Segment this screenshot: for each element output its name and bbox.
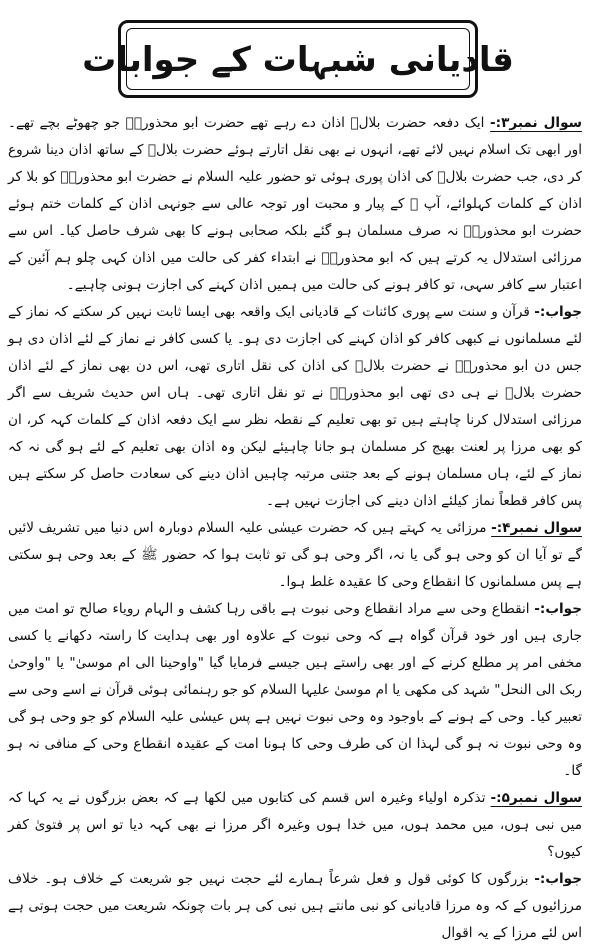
question-text: تذکرہ اولیاء وغیرہ اس قسم کی کتابوں میں لکھا ہے کہ بعض بزرگوں نے یہ کہا کہ میں نبی ہوں، میں محمد ہوں، میں خدا ہوں وغیرہ اگر مرزا نے بھی کہہ دیا تو اس پر فتویٰ کفر کیوں؟ xyxy=(8,790,582,860)
title-frame xyxy=(82,20,514,98)
page-title: قادیانی شبہات کے جوابات xyxy=(82,39,514,80)
answer-3 xyxy=(8,299,582,515)
answer-4 xyxy=(8,596,582,785)
article-body xyxy=(8,110,582,941)
question-text: مرزائی یہ کہتے ہیں کہ حضرت عیسٰی علیہ السلام دوبارہ اس دنیا میں تشریف لائیں گے تو آیا ان کو وحی ہو گی یا نہ، اگر وحی ہو گی تو ثابت ہوا کہ حضور ﷺ کے بعد وحی ہو سکتی ہے پس مسلمانوں کا انقطاع وحی کا عقیدہ غلط ہوا۔ xyxy=(8,520,582,590)
question-4 xyxy=(8,515,582,596)
answer-label: جواب:- xyxy=(534,304,582,320)
question-label: سوال نمبر۵:- xyxy=(490,790,582,806)
question-label: سوال نمبر۳:- xyxy=(490,115,582,131)
question-3 xyxy=(8,110,582,299)
question-label: سوال نمبر۴:- xyxy=(491,520,582,536)
question-text: ایک دفعہ حضرت بلالؓ اذان دے رہے تھے حضرت ابو محذورہؓ جو چھوٹے بچے تھے۔ اور ابھی تک اسلام نہیں لائے تھے، انہوں نے بھی نقل اتارتے ہوئے حضرت بلالؓ کے ساتھ اذان دینا شروع کر دی، جب حضرت بلالؓ کی اذان پوری ہوئی تو حضور علیہ السلام نے حضرت ابو محذورہؓ کو بلا کر اذان کے کلمات کہلوائے، آپ ﷺ کے پیار و محبت اور توجہ عالی سے جونہی اذان کے کلمات ختم ہوئے حضرت ابو محذورہؓ نہ صرف مسلمان ہو گئے بلکہ صحابی ہونے کا بھی شرف حاصل کیا۔ اس سے مرزائی استدلال یہ کرتے ہیں کہ ابو محذورہؓ نے ابتداء کفر کی حالت میں اذان کہی چلو ہم آئین کے اعتبار سے کافر سہی، تو کافر ہونے کی حالت میں ہمیں اذان کہنے کی اجازت ہونی چاہیے۔ xyxy=(8,115,582,293)
question-5 xyxy=(8,785,582,866)
answer-text: انقطاع وحی سے مراد انقطاع وحی نبوت ہے باقی رہا کشف و الہام رویاء صالح تو امت میں جاری ہیں اور خود قرآن گواہ ہے کہ وحی نبوت کے علاوہ اور بھی ہدایت کا راستہ دکھانے یا کسی مخفی امر پر مطلع کرنے کے اور بھی راستے ہیں جیسے فرمایا گیا "واوحینا الی ام موسیٰ" یا "واوحیٰ ربک الی النحل" شہد کی مکھی یا ام موسیٰ علیہا السلام کو جو رہنمائی ہوئی قرآن نے اسے وحی سے تعبیر کیا۔ وحی کے ہونے کے باوجود وہ وحی نبوت نہیں ہے پس عیسٰی علیہ السلام کو جو وحی ہو گی وہ وحی نبوت نہ ہو گی لہذا ان کی طرف وحی کا ہونا امت کے عقیدہ انقطاع وحی کے منافی نہ ہو گا۔ xyxy=(8,601,582,779)
answer-5 xyxy=(8,866,582,947)
answer-text: بزرگوں کا کوئی قول و فعل شرعاً ہمارے لئے حجت نہیں جو شریعت کے خلاف ہو۔ خلاف مرزائیوں کے کہ وہ مرزا قادیانی کو نبی مانتے ہیں نبی کی ہر بات چونکہ شریعت میں حجت ہوتی ہے اس لئے مرزا کے یہ اقوال xyxy=(8,871,582,941)
answer-label: جواب:- xyxy=(534,871,582,887)
answer-label: جواب:- xyxy=(534,601,582,617)
answer-text: قرآن و سنت سے پوری کائنات کے قادیانی ایک واقعہ بھی ایسا ثابت نہیں کر سکتے کہ نماز کے لئے مسلمانوں نے کبھی کافر کو اذان کہنے کی اجازت دی ہو۔ یا کسی کافر نے نماز کے لئے اذان دی ہو جس دن ابو محذورہؓ نے حضرت بلالؓ کی اذان کی نقل اتاری تھی، اس دن بھی نماز کے لئے اذان حضرت بلالؓ نے ہی دی تھی ابو محذورہؓ نے تو نقل اتاری تھی۔ ہاں اس حدیث شریف سے اگر مرزائی استدلال کرنا چاہتے ہیں تو بھی تعلیم کے نقطہ نظر سے ایک دفعہ اذان کے کلمات کہہ کر، ان کو بھی مرزا پر لعنت بھیج کر مسلمان ہو جانا چاہیئے لیکن وہ اذان بھی تعلیم کے لئے ہو گی نہ کہ نماز کے لئے، ہاں مسلمان ہونے کے بعد جتنی مرتبہ چاہیں اذان دینے کی سعادت حاصل کر سکتے ہیں پس کافر قطعاً نماز کیلئے اذان دینے کی اجازت نہیں ہے۔ xyxy=(8,304,582,509)
